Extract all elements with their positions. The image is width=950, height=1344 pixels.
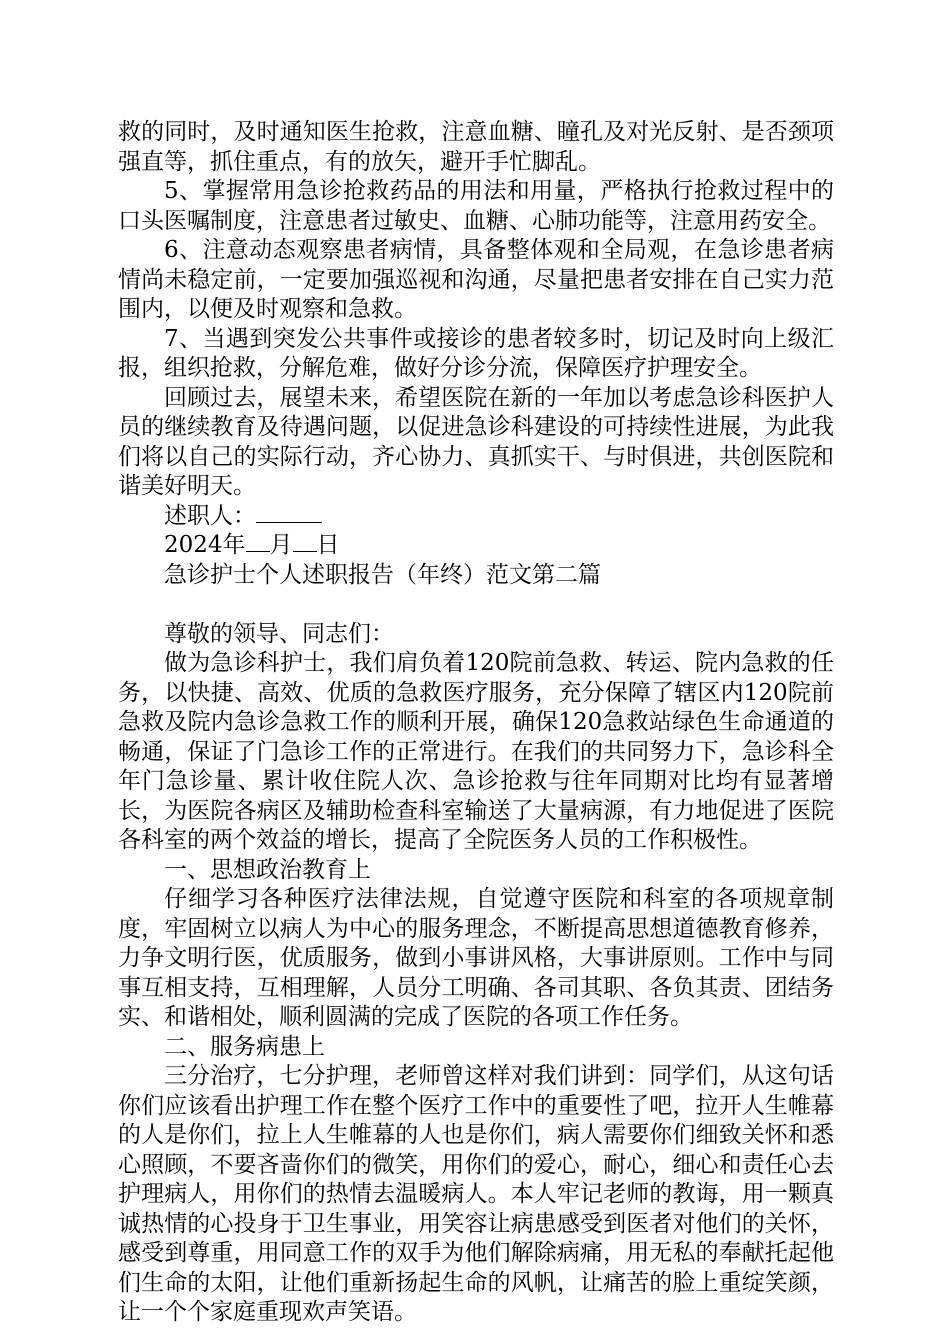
- section-title: 急诊护士个人述职报告（年终）范文第二篇: [164, 561, 601, 588]
- date-month: 月: [269, 532, 293, 558]
- blank-line: [118, 590, 834, 620]
- signature-label: 述职人：: [164, 502, 256, 529]
- paragraph-political-education: 仔细学习各种医疗法律法规，自觉遵守医院和科室的各项规章制度，牢固树立以病人为中心的服务理念，不断提高思想道德教育修养，力争文明行医，优质服务，做到小事讲风格，大事讲原则。工作中与同事互相支持，互相理解，人员分工明确、各司其职、各负其责、团结务实、和谐相处，顺利圆满的完成了医院的各项工作任务。: [118, 886, 834, 1030]
- paragraph-item-6: 6、注意动态观察患者病情，具备整体观和全局观，在急诊患者病情尚未稳定前，一定要加强巡视和沟通，尽量把患者安排在自己实力范围内，以便及时观察和急救。: [118, 237, 834, 322]
- paragraph-intro: 做为急诊科护士，我们肩负着120院前急救、转运、院内急救的任务，以快捷、高效、优质的急救医疗服务，充分保障了辖区内120院前急救及院内急诊急救工作的顺利开展，确保120急救站绿色生命通道的畅通，保证了门急诊工作的正常进行。在我们的共同努力下，急诊科全年门急诊量、累计收住院人次、急诊抢救与往年同期对比均有显著增长，为医院各病区及辅助检查科室输送了大量病源，有力地促进了医院各科室的两个效益的增长，提高了全院医务人员的工作积极性。: [118, 650, 834, 853]
- paragraph-patient-service: 三分治疗，七分护理，老师曾这样对我们讲到：同学们，从这句话你们应该看出护理工作在整个医疗工作中的重要性了吧，拉开人生帷幕的人是你们，拉上人生帷幕的人也是你们，病人需要你们细致关怀和悉心照顾，不要吝啬你们的微笑，用你们的爱心，耐心，细心和责任心去护理病人，用你们的热情去温暖病人。本人牢记老师的教诲，用一颗真诚热情的心投身于卫生事业，用笑容让病患感受到医者对他们的关怀，感受到尊重，用同意工作的双手为他们解除病痛，用无私的奉献托起他们生命的太阳，让他们重新扬起生命的风帆，让痛苦的脸上重绽笑颜，让一个个家庭重现欢声笑语。: [118, 1063, 834, 1325]
- date-line: [118, 531, 834, 561]
- paragraph-item-5: 5、掌握常用急诊抢救药品的用法和用量，严格执行抢救过程中的口头医嘱制度，注意患者过敏史、血糖、心肺功能等，注意用药安全。: [118, 178, 834, 234]
- date-year: 2024年: [164, 532, 246, 558]
- heading-political-education: 一、思想政治教育上: [164, 856, 371, 883]
- date-day: 日: [316, 532, 340, 558]
- day-blank: [293, 551, 317, 552]
- paragraph-continuation: 救的同时，及时通知医生抢救，注意血糖、瞳孔及对光反射、是否颈项强直等，抓住重点，有的放矢，避开手忙脚乱。: [118, 119, 834, 175]
- signature-line: [118, 502, 834, 532]
- paragraph-item-7: 7、当遇到突发公共事件或接诊的患者较多时，切记及时向上级汇报，组织抢救，分解危难，做好分诊分流，保障医疗护理安全。: [118, 325, 834, 381]
- heading-patient-service: 二、服务病患上: [164, 1033, 325, 1060]
- signature-blank: [256, 522, 322, 523]
- paragraph-conclusion: 回顾过去，展望未来，希望医院在新的一年加以考虑急诊科医护人员的继续教育及待遇问题，以促进急诊科建设的可持续性进展，为此我们将以自己的实际行动，齐心协力、真抓实干、与时俱进，共创医院和谐美好明天。: [118, 384, 834, 499]
- greeting: 尊敬的领导、同志们：: [164, 620, 394, 647]
- document-page: [118, 118, 834, 1328]
- month-blank: [246, 551, 270, 552]
